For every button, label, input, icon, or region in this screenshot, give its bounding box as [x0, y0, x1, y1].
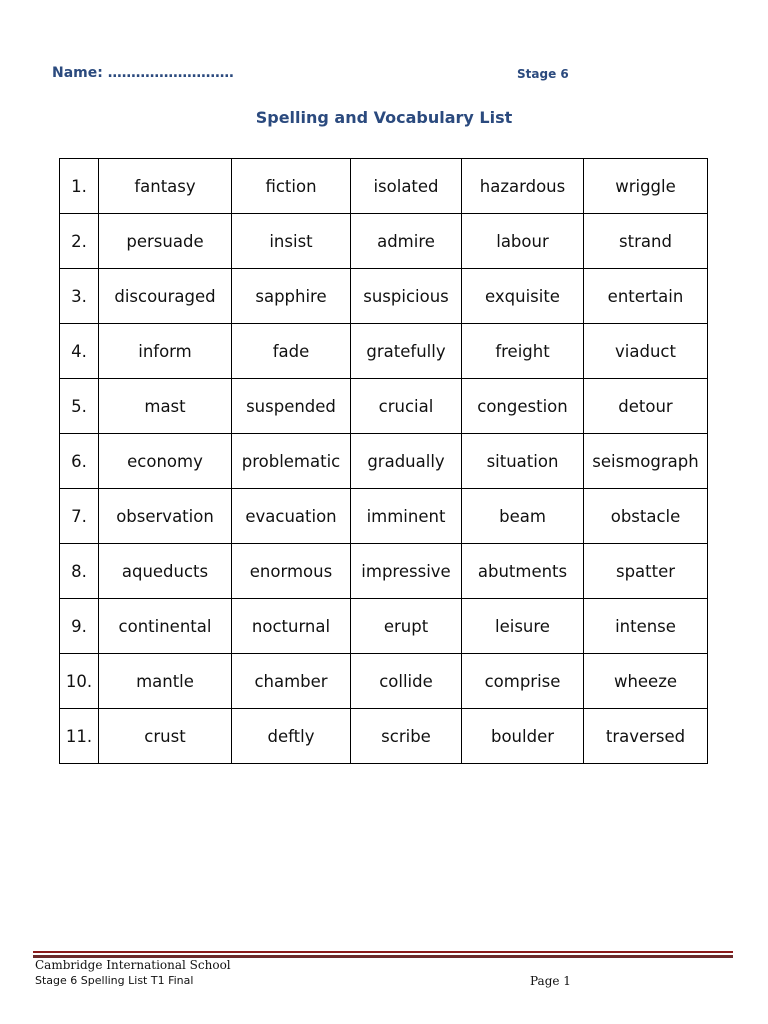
word-cell: entertain [584, 269, 708, 324]
word-cell: aqueducts [99, 544, 232, 599]
table-row [60, 324, 708, 379]
row-number: 11. [60, 709, 99, 764]
word-cell: spatter [584, 544, 708, 599]
table-row [60, 599, 708, 654]
word-cell: situation [462, 434, 584, 489]
word-cell: enormous [232, 544, 351, 599]
word-cell: beam [462, 489, 584, 544]
word-cell: scribe [351, 709, 462, 764]
table-row [60, 214, 708, 269]
word-cell: problematic [232, 434, 351, 489]
word-cell: wriggle [584, 159, 708, 214]
row-number: 7. [60, 489, 99, 544]
footer-document-name: Stage 6 Spelling List T1 Final [35, 974, 194, 987]
word-cell: fantasy [99, 159, 232, 214]
word-cell: freight [462, 324, 584, 379]
word-cell: persuade [99, 214, 232, 269]
word-cell: leisure [462, 599, 584, 654]
word-cell: comprise [462, 654, 584, 709]
row-number: 5. [60, 379, 99, 434]
word-cell: chamber [232, 654, 351, 709]
word-cell: hazardous [462, 159, 584, 214]
word-cell: fiction [232, 159, 351, 214]
table-row [60, 379, 708, 434]
table-row [60, 269, 708, 324]
word-cell: mantle [99, 654, 232, 709]
word-cell: detour [584, 379, 708, 434]
word-cell: seismograph [584, 434, 708, 489]
row-number: 4. [60, 324, 99, 379]
table-row [60, 434, 708, 489]
name-field-label: Name: ……………………… [52, 65, 234, 81]
stage-label: Stage 6 [517, 67, 569, 81]
word-cell: wheeze [584, 654, 708, 709]
word-cell: boulder [462, 709, 584, 764]
word-cell: gratefully [351, 324, 462, 379]
word-cell: discouraged [99, 269, 232, 324]
word-cell: crust [99, 709, 232, 764]
word-cell: collide [351, 654, 462, 709]
word-cell: impressive [351, 544, 462, 599]
word-cell: sapphire [232, 269, 351, 324]
word-cell: crucial [351, 379, 462, 434]
footer-page-number: Page 1 [530, 974, 571, 988]
word-cell: viaduct [584, 324, 708, 379]
page-title: Spelling and Vocabulary List [255, 108, 513, 127]
word-cell: mast [99, 379, 232, 434]
row-number: 1. [60, 159, 99, 214]
word-cell: nocturnal [232, 599, 351, 654]
footer-school-name: Cambridge International School [35, 958, 231, 972]
row-number: 6. [60, 434, 99, 489]
word-cell: obstacle [584, 489, 708, 544]
word-cell: exquisite [462, 269, 584, 324]
table-row [60, 709, 708, 764]
row-number: 9. [60, 599, 99, 654]
spelling-table [59, 158, 708, 764]
row-number: 2. [60, 214, 99, 269]
word-cell: observation [99, 489, 232, 544]
word-cell: labour [462, 214, 584, 269]
word-cell: imminent [351, 489, 462, 544]
word-cell: evacuation [232, 489, 351, 544]
table-row [60, 159, 708, 214]
word-cell: fade [232, 324, 351, 379]
word-cell: abutments [462, 544, 584, 599]
word-cell: suspicious [351, 269, 462, 324]
word-cell: admire [351, 214, 462, 269]
word-cell: insist [232, 214, 351, 269]
spelling-table-body [60, 159, 708, 764]
word-cell: economy [99, 434, 232, 489]
table-row [60, 489, 708, 544]
word-cell: suspended [232, 379, 351, 434]
word-cell: traversed [584, 709, 708, 764]
word-cell: inform [99, 324, 232, 379]
table-row [60, 544, 708, 599]
word-cell: continental [99, 599, 232, 654]
word-cell: isolated [351, 159, 462, 214]
table-row [60, 654, 708, 709]
footer-divider [33, 951, 733, 953]
word-cell: congestion [462, 379, 584, 434]
row-number: 3. [60, 269, 99, 324]
word-cell: strand [584, 214, 708, 269]
word-cell: intense [584, 599, 708, 654]
row-number: 10. [60, 654, 99, 709]
row-number: 8. [60, 544, 99, 599]
word-cell: deftly [232, 709, 351, 764]
word-cell: gradually [351, 434, 462, 489]
word-cell: erupt [351, 599, 462, 654]
